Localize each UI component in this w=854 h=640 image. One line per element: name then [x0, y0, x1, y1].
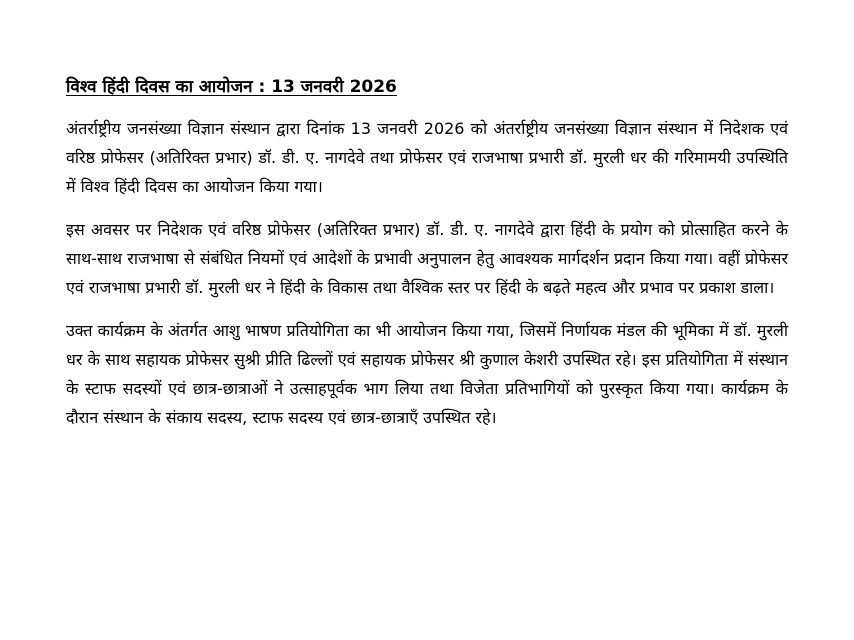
document-heading: विश्व हिंदी दिवस का आयोजन : 13 जनवरी 2026 — [66, 77, 397, 97]
paragraph-event-intro: अंतर्राष्ट्रीय जनसंख्या विज्ञान संस्थान द्वारा दिनांक 13 जनवरी 2026 को अंतर्राष्ट्रीय जनसंख्या विज्ञान संस्थान में निदेशक एवं वरिष्ठ प्रोफेसर (अतिरिक्त प्रभार) डॉ. डी. ए. नागदेवे तथा प्रोफेसर एवं राजभाषा प्रभारी डॉ. मुरली धर की गरिमामयी उपस्थिति में विश्व हिंदी दिवस का आयोजन किया गया। — [66, 119, 788, 196]
paragraph-guidance: इस अवसर पर निदेशक एवं वरिष्ठ प्रोफेसर (अतिरिक्त प्रभार) डॉ. डी. ए. नागदेवे द्वारा हिंदी के प्रयोग को प्रोत्साहित करने के साथ-साथ राजभाषा से संबंधित नियमों एवं आदेशों के प्रभावी अनुपालन हेतु आवश्यक मार्गदर्शन प्रदान किया गया। वहीं प्रोफेसर एवं राजभाषा प्रभारी डॉ. मुरली धर ने हिंदी के विकास तथा वैश्विक स्तर पर हिंदी के बढ़ते महत्व और प्रभाव पर प्रकाश डाला। — [66, 220, 788, 297]
paragraph-competition: उक्त कार्यक्रम के अंतर्गत आशु भाषण प्रतियोगिता का भी आयोजन किया गया, जिसमें निर्णायक मंडल की भूमिका में डॉ. मुरली धर के साथ सहायक प्रोफेसर सुश्री प्रीति ढिल्लों एवं सहायक प्रोफेसर श्री कुणाल केशरी उपस्थित रहे। इस प्रतियोगिता में संस्थान के स्टाफ सदस्यों एवं छात्र-छात्राओं ने उत्साहपूर्वक भाग लिया तथा विजेता प्रतिभागियों को पुरस्कृत किया गया। कार्यक्रम के दौरान संस्थान के संकाय सदस्य, स्टाफ सदस्य एवं छात्र-छात्राएँ उपस्थित रहे। — [66, 321, 788, 427]
document-body — [66, 74, 788, 446]
